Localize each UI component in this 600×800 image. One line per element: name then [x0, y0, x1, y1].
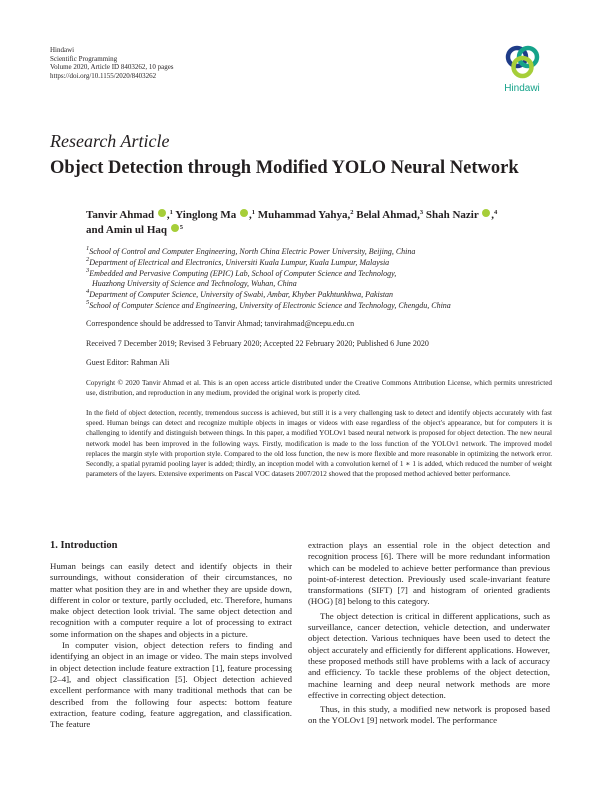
affiliation-continuation: Huazhong University of Science and Technology, Wuhan, China	[92, 279, 297, 289]
body-column-left	[50, 540, 292, 730]
copyright-notice: Copyright © 2020 Tanvir Ahmad et al. This is an open access article distributed under the Creative Commons Attribution License, which permits unrestricted use, distribution, and reproduction in any medium, provided the original work is properly cited.	[86, 379, 552, 398]
affiliation-text: School of Computer Science and Engineering, University of Electronic Science and Technology, Chengdu, China	[89, 300, 451, 310]
author-affiliation-number: 4	[494, 209, 498, 216]
affiliation-text: Department of Electrical and Electronics, Universiti Kuala Lumpur, Kuala Lumpur, Malaysia	[89, 257, 390, 267]
affiliation-number: 4	[86, 288, 90, 296]
affiliation-number: 3	[86, 266, 90, 274]
author-name[interactable]: Shah Nazir	[425, 209, 479, 221]
hindawi-logo-icon	[501, 44, 543, 82]
author-name[interactable]: Tanvir Ahmad	[86, 209, 155, 221]
affiliation-text: School of Control and Computer Engineering, North China Electric Power University, Beijing, China	[89, 247, 416, 256]
author-name[interactable]: Yinglong Ma	[175, 209, 237, 221]
abstract: In the field of object detection, recently, tremendous success is achieved, but still it is a very challenging task to detect and identify objects accurately with fast speed. Human beings can detect and recognize multiple objects in images or videos with ease regardless of the object's appearance, but for computers it is challenging to identify and distinguish between things. In this paper, a modified YOLOv1 based neural network is proposed for object detection. The new neural network model has been improved in the following ways. Firstly, modification is made to the loss function of the YOLOv1 network. The improved model replaces the margin style with proportion style. Compared to the old loss function, the new is more flexible and more reasonable in optimizing the network error. Secondly, a spatial pyramid pooling layer is added; thirdly, an inception model with a convolution kernel of 1 ∗ 1 is added, which reduced the number of weight parameters of the layers. Extensive experiments on Pascal VOC datasets 2007/2012 showed that the proposed method achieved better performance.	[86, 409, 552, 479]
body-paragraph: The object detection is critical in different applications, such as surveillance, cancer detection, vehicle detection, and underwater object detection. Various techniques have been used to detect the object accurately and efficiently for different applications. However, these proposed methods still have problems with a lack of accuracy and efficiency. To tackle these problems of the object detection, machine learning and deep neural network methods are more effective in correcting object detection.	[308, 610, 550, 700]
body-paragraph: Human beings can easily detect and identify objects in their surroundings, without consideration of their circumstances, no matter what position they are in and whether they are upside down, different in color or texture, partly occluded, etc. Therefore, humans make object detection look trivial. The same object detection and recognition with a computer require a lot of processing to extract some information on the shapes and objects in a picture.	[50, 561, 292, 639]
article-title: Object Detection through Modified YOLO Neural Network	[50, 158, 519, 178]
publication-dates: Received 7 December 2019; Revised 3 February 2020; Accepted 22 February 2020; Published 6 June 2020	[86, 339, 429, 348]
author-name[interactable]: Belal Ahmad	[356, 209, 418, 221]
body-column-right	[308, 540, 550, 727]
body-paragraph: Thus, in this study, a modified new network is proposed based on the YOLOv1 [9] network model. The performance	[308, 704, 550, 726]
journal-name: Scientific Programming	[50, 54, 118, 63]
doi-link[interactable]: https://doi.org/10.1155/2020/8403262	[50, 71, 157, 80]
affiliation-item	[86, 298, 556, 312]
affiliation-item	[86, 247, 556, 258]
affiliation-text: Department of Computer Science, University of Swabi, Ambar, Khyber Pakhtunkhwa, Pakistan	[89, 290, 394, 300]
author-connector: and	[86, 224, 104, 236]
orcid-icon[interactable]	[482, 209, 490, 217]
author-affiliation-number: 3	[419, 209, 424, 216]
affiliation-number: 5	[86, 298, 90, 306]
section-heading: 1. Introduction	[50, 540, 118, 551]
author-affiliation-number: 1	[251, 209, 256, 216]
author-name[interactable]: Amin ul Haq	[105, 224, 168, 236]
orcid-icon[interactable]	[240, 209, 248, 217]
correspondence-line: Correspondence should be addressed to Tanvir Ahmad; tanvirahmad@ncepu.edu.cn	[86, 319, 355, 328]
author-affiliation-number: 1	[169, 209, 173, 216]
author-affiliation-number: 2	[350, 209, 354, 216]
orcid-icon[interactable]	[171, 224, 179, 232]
body-paragraph: extraction plays an essential role in the object detection and recognition process [6]. There will be more redundant information which can be modeled to achieve better performance than previous point-of-interest detection. Previously used scale-invariant feature transformations (SIFT) [7] and histogram of oriented gradients (HOG) [8] belong to this category.	[308, 540, 550, 607]
author-list: Tanvir Ahmad ,$^1$ Yinglong Ma ,$^1$ Muhammad Yahya,$^2$ Belal Ahmad,$^3$ Shah Nazir ,$^4$ and Amin ul Haq $^5$	[86, 209, 498, 236]
affiliation-item	[86, 255, 556, 269]
publisher-name: Hindawi	[50, 46, 75, 54]
hindawi-logo	[496, 44, 548, 94]
logo-wordmark: Hindawi	[504, 83, 540, 94]
journal-meta	[50, 46, 174, 80]
affiliation-list	[86, 247, 556, 312]
affiliation-text: Embedded and Pervasive Computing (EPIC) Lab, School of Computer Science and Technology,	[89, 268, 397, 278]
article-type: Research Article	[50, 131, 170, 151]
guest-editor: Guest Editor: Rahman Ali	[86, 358, 170, 367]
affiliation-item	[86, 266, 556, 280]
author-name[interactable]: Muhammad Yahya	[257, 209, 348, 221]
volume-info: Volume 2020, Article ID 8403262, 10 pages	[50, 63, 174, 72]
affiliation-item	[86, 290, 556, 301]
body-paragraph: In computer vision, object detection refers to finding and identifying an object in an image or video. The main steps involved in object detection include feature extraction [1], feature processing [2–4], and object classification [5]. Object detection achieved excellent performance with many traditional methods that can be described from the following four aspects: bottom feature extraction, feature coding, feature aggregation, and classification. The feature	[50, 640, 292, 730]
author-affiliation-number: 5	[179, 224, 184, 231]
affiliation-number: 1	[86, 245, 90, 252]
affiliation-number: 2	[86, 255, 90, 263]
orcid-icon[interactable]	[158, 209, 166, 217]
